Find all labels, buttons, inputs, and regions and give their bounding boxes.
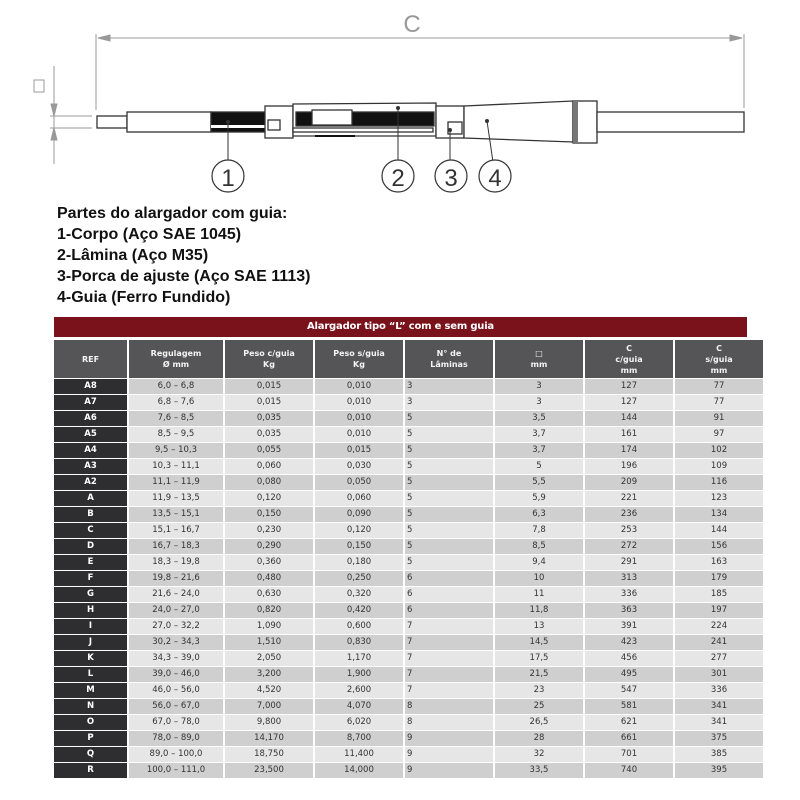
cell-c-c-guia: 336 [585, 587, 673, 602]
table-body [54, 379, 763, 778]
cell-peso-c-guia: 0,630 [225, 587, 313, 602]
cell-ref: A4 [54, 443, 127, 458]
cell-peso-c-guia: 0,080 [225, 475, 313, 490]
cell-peso-s-guia: 0,010 [315, 411, 403, 426]
header-line: c/guia [615, 354, 643, 364]
cell-c-c-guia: 363 [585, 603, 673, 618]
cell-peso-c-guia: 0,480 [225, 571, 313, 586]
cell-n-laminas: 3 [405, 379, 493, 394]
cell-n-laminas: 6 [405, 603, 493, 618]
cell-peso-c-guia: 9,800 [225, 715, 313, 730]
header-line: □ [535, 349, 543, 358]
cell-c-s-guia: 156 [675, 539, 763, 554]
cell-peso-c-guia: 0,055 [225, 443, 313, 458]
cell-c-s-guia: 185 [675, 587, 763, 602]
cell-square-mm: 5 [495, 459, 583, 474]
cell-peso-s-guia: 0,010 [315, 379, 403, 394]
header-c-c-guia [585, 340, 673, 378]
cell-ref: E [54, 555, 127, 570]
cell-c-s-guia: 241 [675, 635, 763, 650]
reamer-technical-drawing [0, 0, 800, 200]
cell-square-mm: 7,8 [495, 523, 583, 538]
cell-peso-c-guia: 0,120 [225, 491, 313, 506]
cell-peso-s-guia: 0,050 [315, 475, 403, 490]
table-row [54, 555, 763, 570]
cell-c-c-guia: 456 [585, 651, 673, 666]
cell-c-c-guia: 196 [585, 459, 673, 474]
cell-regulagem: 21,6 – 24,0 [129, 587, 223, 602]
cell-c-c-guia: 701 [585, 747, 673, 762]
table-row [54, 667, 763, 682]
cell-regulagem: 6,8 – 7,6 [129, 395, 223, 410]
cell-c-c-guia: 661 [585, 731, 673, 746]
cell-regulagem: 30,2 – 34,3 [129, 635, 223, 650]
cell-ref: I [54, 619, 127, 634]
header-regulagem [129, 340, 223, 378]
cell-c-c-guia: 272 [585, 539, 673, 554]
length-dimension-line [96, 34, 744, 110]
cell-regulagem: 39,0 – 46,0 [129, 667, 223, 682]
cell-c-c-guia: 174 [585, 443, 673, 458]
cell-peso-s-guia: 14,000 [315, 763, 403, 778]
header-line: N° de [436, 349, 462, 358]
cell-peso-s-guia: 0,060 [315, 491, 403, 506]
cell-square-mm: 3,5 [495, 411, 583, 426]
cell-c-c-guia: 253 [585, 523, 673, 538]
cell-c-c-guia: 236 [585, 507, 673, 522]
cell-peso-s-guia: 0,420 [315, 603, 403, 618]
header-peso-c-guia [225, 340, 313, 378]
cell-peso-c-guia: 0,015 [225, 379, 313, 394]
cell-square-mm: 28 [495, 731, 583, 746]
callout-3 [435, 160, 467, 192]
header-line: C [626, 343, 632, 353]
cell-ref: A2 [54, 475, 127, 490]
table-row [54, 587, 763, 602]
cell-c-c-guia: 581 [585, 699, 673, 714]
cell-n-laminas: 9 [405, 747, 493, 762]
cell-square-mm: 3,7 [495, 427, 583, 442]
cell-c-c-guia: 221 [585, 491, 673, 506]
cell-ref: B [54, 507, 127, 522]
cell-n-laminas: 5 [405, 491, 493, 506]
header-line: REF [81, 354, 100, 364]
cell-peso-c-guia: 0,060 [225, 459, 313, 474]
cell-n-laminas: 7 [405, 667, 493, 682]
cell-regulagem: 19,8 – 21,6 [129, 571, 223, 586]
cell-c-c-guia: 161 [585, 427, 673, 442]
cell-c-s-guia: 375 [675, 731, 763, 746]
cell-regulagem: 11,1 – 11,9 [129, 475, 223, 490]
square-dimension [34, 66, 92, 164]
header-line: mm [710, 365, 728, 375]
spec-table [54, 317, 747, 779]
table-row [54, 699, 763, 714]
cell-peso-s-guia: 0,030 [315, 459, 403, 474]
header-peso-s-guia [315, 340, 403, 378]
header-line: Peso c/guia [243, 349, 295, 358]
header-line: s/guia [705, 354, 733, 364]
cell-n-laminas: 5 [405, 459, 493, 474]
svg-text:1: 1 [221, 165, 235, 192]
cell-regulagem: 46,0 – 56,0 [129, 683, 223, 698]
cell-c-s-guia: 102 [675, 443, 763, 458]
cell-regulagem: 10,3 – 11,1 [129, 459, 223, 474]
cell-peso-s-guia: 0,120 [315, 523, 403, 538]
cell-c-c-guia: 127 [585, 395, 673, 410]
cell-peso-c-guia: 3,200 [225, 667, 313, 682]
cell-ref: F [54, 571, 127, 586]
cell-square-mm: 33,5 [495, 763, 583, 778]
cell-c-s-guia: 395 [675, 763, 763, 778]
cell-ref: G [54, 587, 127, 602]
cell-peso-c-guia: 1,090 [225, 619, 313, 634]
cell-ref: A6 [54, 411, 127, 426]
cell-square-mm: 11,8 [495, 603, 583, 618]
cell-peso-c-guia: 1,510 [225, 635, 313, 650]
cell-peso-s-guia: 0,150 [315, 539, 403, 554]
cell-regulagem: 18,3 – 19,8 [129, 555, 223, 570]
cell-c-c-guia: 495 [585, 667, 673, 682]
cell-regulagem: 9,5 – 10,3 [129, 443, 223, 458]
callout-1 [212, 160, 244, 192]
cell-regulagem: 6,0 – 6,8 [129, 379, 223, 394]
cell-ref: C [54, 523, 127, 538]
cell-c-s-guia: 341 [675, 715, 763, 730]
cell-peso-s-guia: 0,250 [315, 571, 403, 586]
cell-square-mm: 25 [495, 699, 583, 714]
cell-c-s-guia: 163 [675, 555, 763, 570]
table-row [54, 683, 763, 698]
cell-peso-s-guia: 11,400 [315, 747, 403, 762]
cell-n-laminas: 5 [405, 411, 493, 426]
cell-square-mm: 14,5 [495, 635, 583, 650]
cell-c-s-guia: 224 [675, 619, 763, 634]
cell-ref: A [54, 491, 127, 506]
table-row [54, 603, 763, 618]
cell-c-c-guia: 740 [585, 763, 673, 778]
header-c-s-guia [675, 340, 763, 378]
cell-c-c-guia: 547 [585, 683, 673, 698]
cell-peso-c-guia: 14,170 [225, 731, 313, 746]
cell-ref: P [54, 731, 127, 746]
header-line: mm [620, 365, 638, 375]
table-row [54, 379, 763, 394]
cell-peso-c-guia: 18,750 [225, 747, 313, 762]
header-square-mm [495, 340, 583, 378]
cell-c-c-guia: 313 [585, 571, 673, 586]
table-row [54, 715, 763, 730]
cell-peso-s-guia: 0,830 [315, 635, 403, 650]
cell-peso-c-guia: 0,290 [225, 539, 313, 554]
header-line: Ø mm [162, 360, 190, 369]
cell-c-s-guia: 277 [675, 651, 763, 666]
header-line: Kg [263, 360, 275, 369]
cell-n-laminas: 6 [405, 587, 493, 602]
part-item-3: 3-Porca de ajuste (Aço SAE 1113) [57, 268, 311, 285]
cell-n-laminas: 5 [405, 475, 493, 490]
table-row [54, 475, 763, 490]
parts-title: Partes do alargador com guia: [57, 205, 288, 222]
cell-peso-s-guia: 0,010 [315, 427, 403, 442]
cell-square-mm: 3,7 [495, 443, 583, 458]
cell-regulagem: 8,5 – 9,5 [129, 427, 223, 442]
cell-c-c-guia: 291 [585, 555, 673, 570]
table-row [54, 427, 763, 442]
cell-ref: A8 [54, 379, 127, 394]
cell-peso-c-guia: 0,820 [225, 603, 313, 618]
cell-n-laminas: 7 [405, 651, 493, 666]
cell-square-mm: 9,4 [495, 555, 583, 570]
cell-c-s-guia: 134 [675, 507, 763, 522]
cell-n-laminas: 3 [405, 395, 493, 410]
cell-square-mm: 32 [495, 747, 583, 762]
table-row [54, 731, 763, 746]
cell-ref: M [54, 683, 127, 698]
cell-peso-c-guia: 23,500 [225, 763, 313, 778]
cell-peso-c-guia: 0,035 [225, 427, 313, 442]
table-row [54, 459, 763, 474]
cell-n-laminas: 5 [405, 427, 493, 442]
cell-peso-c-guia: 4,520 [225, 683, 313, 698]
table-row [54, 523, 763, 538]
cell-peso-s-guia: 0,600 [315, 619, 403, 634]
cell-regulagem: 100,0 – 111,0 [129, 763, 223, 778]
cell-peso-s-guia: 0,320 [315, 587, 403, 602]
cell-c-c-guia: 423 [585, 635, 673, 650]
cell-c-c-guia: 144 [585, 411, 673, 426]
cell-regulagem: 16,7 – 18,3 [129, 539, 223, 554]
cell-n-laminas: 7 [405, 683, 493, 698]
dimension-label-c: C [403, 11, 421, 38]
cell-regulagem: 89,0 – 100,0 [129, 747, 223, 762]
cell-c-c-guia: 209 [585, 475, 673, 490]
cell-n-laminas: 9 [405, 763, 493, 778]
cell-c-s-guia: 123 [675, 491, 763, 506]
table-row [54, 443, 763, 458]
cell-n-laminas: 7 [405, 619, 493, 634]
cell-c-s-guia: 116 [675, 475, 763, 490]
cell-square-mm: 11 [495, 587, 583, 602]
callout-2 [382, 160, 414, 192]
cell-peso-s-guia: 1,900 [315, 667, 403, 682]
cell-peso-s-guia: 0,090 [315, 507, 403, 522]
cell-n-laminas: 5 [405, 539, 493, 554]
cell-n-laminas: 7 [405, 635, 493, 650]
cell-peso-s-guia: 2,600 [315, 683, 403, 698]
cell-peso-c-guia: 7,000 [225, 699, 313, 714]
cell-c-s-guia: 301 [675, 667, 763, 682]
cell-peso-c-guia: 0,035 [225, 411, 313, 426]
cell-regulagem: 24,0 – 27,0 [129, 603, 223, 618]
cell-square-mm: 17,5 [495, 651, 583, 666]
header-line: C [716, 343, 722, 353]
cell-peso-s-guia: 6,020 [315, 715, 403, 730]
cell-regulagem: 15,1 – 16,7 [129, 523, 223, 538]
table-row [54, 635, 763, 650]
cell-regulagem: 7,6 – 8,5 [129, 411, 223, 426]
callout-4 [479, 160, 511, 192]
cell-c-s-guia: 341 [675, 699, 763, 714]
cell-ref: Q [54, 747, 127, 762]
cell-square-mm: 5,5 [495, 475, 583, 490]
cell-c-s-guia: 144 [675, 523, 763, 538]
parts-list [57, 203, 310, 308]
cell-regulagem: 56,0 – 67,0 [129, 699, 223, 714]
cell-ref: O [54, 715, 127, 730]
table-title: Alargador tipo “L” com e sem guia [54, 317, 747, 337]
cell-c-s-guia: 179 [675, 571, 763, 586]
header-n-laminas [405, 340, 493, 378]
table-row [54, 619, 763, 634]
cell-peso-s-guia: 0,010 [315, 395, 403, 410]
cell-square-mm: 23 [495, 683, 583, 698]
cell-regulagem: 11,9 – 13,5 [129, 491, 223, 506]
cell-square-mm: 6,3 [495, 507, 583, 522]
table-row [54, 507, 763, 522]
cell-c-s-guia: 197 [675, 603, 763, 618]
cell-square-mm: 21,5 [495, 667, 583, 682]
table-row [54, 747, 763, 762]
cell-square-mm: 5,9 [495, 491, 583, 506]
cell-peso-c-guia: 0,360 [225, 555, 313, 570]
svg-text:4: 4 [488, 165, 502, 192]
cell-c-s-guia: 77 [675, 395, 763, 410]
cell-ref: R [54, 763, 127, 778]
cell-square-mm: 10 [495, 571, 583, 586]
table-row [54, 411, 763, 426]
cell-c-s-guia: 385 [675, 747, 763, 762]
cell-regulagem: 27,0 – 32,2 [129, 619, 223, 634]
table-row [54, 491, 763, 506]
cell-c-s-guia: 109 [675, 459, 763, 474]
cell-peso-c-guia: 0,015 [225, 395, 313, 410]
cell-ref: A7 [54, 395, 127, 410]
table-row [54, 571, 763, 586]
cell-n-laminas: 8 [405, 699, 493, 714]
cell-c-s-guia: 91 [675, 411, 763, 426]
cell-n-laminas: 5 [405, 507, 493, 522]
cell-ref: J [54, 635, 127, 650]
table-row [54, 395, 763, 410]
cell-ref: N [54, 699, 127, 714]
cell-n-laminas: 6 [405, 571, 493, 586]
cell-peso-s-guia: 8,700 [315, 731, 403, 746]
cell-c-c-guia: 391 [585, 619, 673, 634]
cell-peso-s-guia: 0,180 [315, 555, 403, 570]
cell-ref: L [54, 667, 127, 682]
cell-square-mm: 26,5 [495, 715, 583, 730]
cell-square-mm: 3 [495, 379, 583, 394]
spec-table-grid [52, 339, 765, 779]
table-row [54, 763, 763, 778]
table-header-row [54, 340, 763, 378]
header-line: Regulagem [150, 349, 202, 358]
cell-n-laminas: 8 [405, 715, 493, 730]
cell-regulagem: 67,0 – 78,0 [129, 715, 223, 730]
svg-text:3: 3 [444, 165, 458, 192]
cell-peso-s-guia: 0,015 [315, 443, 403, 458]
part-item-2: 2-Lâmina (Aço M35) [57, 247, 209, 264]
cell-c-c-guia: 621 [585, 715, 673, 730]
cell-n-laminas: 5 [405, 443, 493, 458]
cell-peso-s-guia: 4,070 [315, 699, 403, 714]
cell-c-c-guia: 127 [585, 379, 673, 394]
cell-n-laminas: 9 [405, 731, 493, 746]
cell-square-mm: 13 [495, 619, 583, 634]
cell-regulagem: 34,3 – 39,0 [129, 651, 223, 666]
cell-ref: D [54, 539, 127, 554]
cell-c-s-guia: 77 [675, 379, 763, 394]
cell-ref: H [54, 603, 127, 618]
header-line: mm [530, 360, 548, 369]
cell-ref: A3 [54, 459, 127, 474]
cell-square-mm: 8,5 [495, 539, 583, 554]
header-line: Peso s/guia [333, 349, 385, 358]
cell-peso-c-guia: 0,230 [225, 523, 313, 538]
cell-n-laminas: 5 [405, 555, 493, 570]
header-line: Kg [353, 360, 365, 369]
part-item-4: 4-Guia (Ferro Fundido) [57, 289, 231, 306]
cell-ref: A5 [54, 427, 127, 442]
cell-regulagem: 78,0 – 89,0 [129, 731, 223, 746]
cell-square-mm: 3 [495, 395, 583, 410]
cell-ref: K [54, 651, 127, 666]
header-line: Lâminas [430, 360, 468, 369]
cell-c-s-guia: 336 [675, 683, 763, 698]
cell-c-s-guia: 97 [675, 427, 763, 442]
svg-text:2: 2 [391, 165, 405, 192]
header-ref [54, 340, 127, 378]
table-row [54, 539, 763, 554]
part-item-1: 1-Corpo (Aço SAE 1045) [57, 226, 242, 243]
cell-n-laminas: 5 [405, 523, 493, 538]
cell-regulagem: 13,5 – 15,1 [129, 507, 223, 522]
cell-peso-c-guia: 0,150 [225, 507, 313, 522]
table-row [54, 651, 763, 666]
reamer-body [97, 101, 744, 143]
cell-peso-c-guia: 2,050 [225, 651, 313, 666]
cell-peso-s-guia: 1,170 [315, 651, 403, 666]
